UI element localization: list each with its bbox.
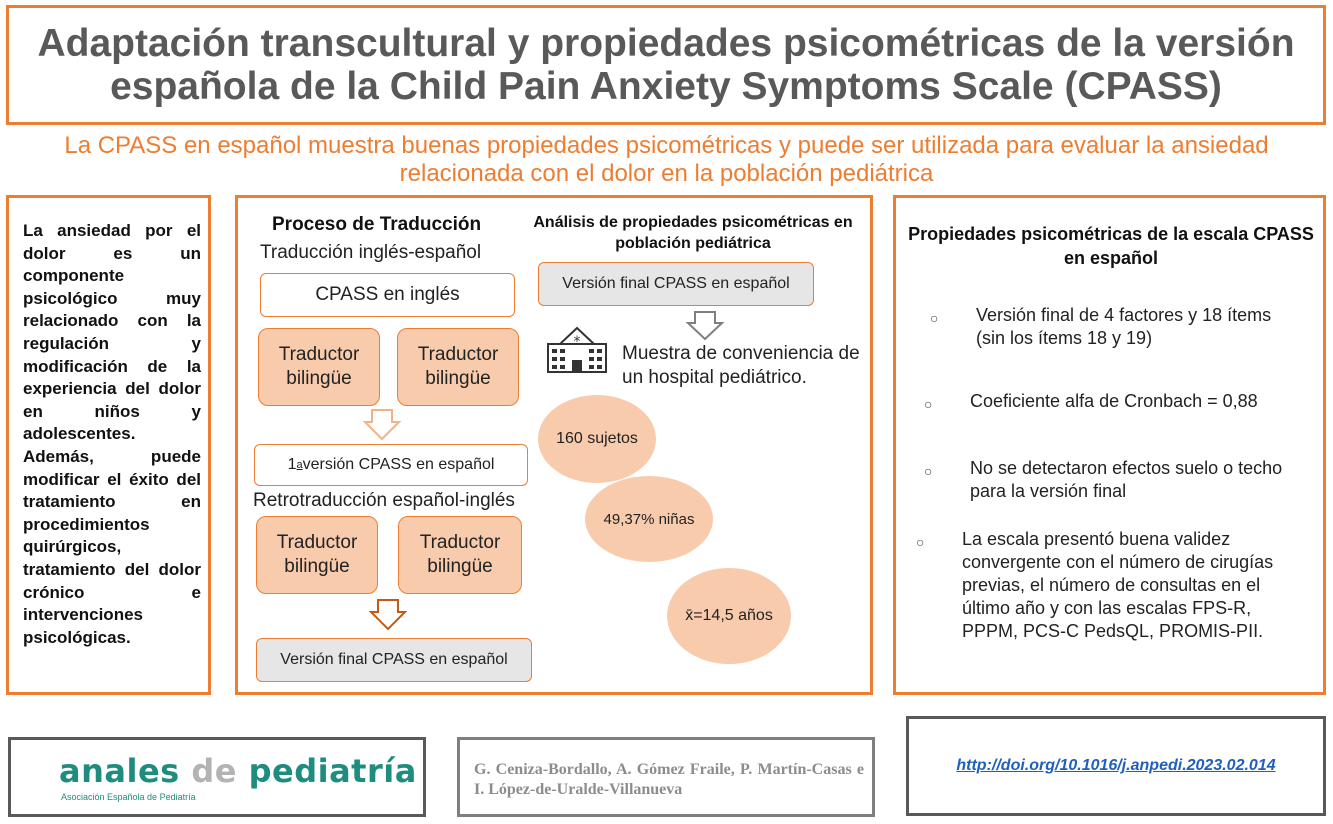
final-version-box: Versión final CPASS en español <box>256 638 532 682</box>
journal-logo <box>59 752 417 790</box>
analysis-final-version-box: Versión final CPASS en español <box>538 262 814 306</box>
stat-girls: 49,37% niñas <box>585 476 713 562</box>
source-version-box: CPASS en inglés <box>260 273 515 317</box>
journal-logo-part1: anales <box>59 752 192 790</box>
translation-heading: Proceso de Traducción <box>272 214 482 235</box>
translator-box-3: Traductor bilingüe <box>256 516 378 594</box>
journal-logo-box <box>8 737 426 817</box>
title-box <box>6 5 1326 125</box>
analysis-heading: Análisis de propiedades psicométricas en población pediátrica <box>533 214 853 252</box>
subtitle: La CPASS en español muestra buenas propiedades psicométricas y puede ser utilizada para evaluar la ansiedad relacionada con el dolor en la población pediátrica <box>64 132 1269 187</box>
doi-box <box>906 716 1326 816</box>
forward-translation-label: Traducción inglés-español <box>260 242 482 263</box>
bullet-icon: ○ <box>924 463 933 479</box>
bullet-icon: ○ <box>924 396 933 412</box>
stat-subjects: 160 sujetos <box>538 395 656 483</box>
down-arrow-icon <box>362 408 402 442</box>
journal-logo-part3: pediatría <box>236 752 417 790</box>
sample-text: Muestra de conveniencia de un hospital pediátrico. <box>622 343 860 388</box>
first-version-number: 1 <box>287 456 297 473</box>
hospital-icon <box>544 322 610 376</box>
translator-box-1: Traductor bilingüe <box>258 328 380 406</box>
first-version-ordinal: a <box>296 459 303 471</box>
bullet-icon: ○ <box>916 534 925 550</box>
bullet-icon: ○ <box>930 310 939 326</box>
translator-box-2: Traductor bilingüe <box>397 328 519 406</box>
property-item-1: Versión final de 4 factores y 18 ítems (sin los ítems 18 y 19) <box>976 305 1272 348</box>
page-title: Adaptación transcultural y propiedades psicométricas de la versión española de la Child Pain Anxiety Symptoms Scale (CPASS) <box>37 22 1295 108</box>
back-translation-label: Retrotraducción español-inglés <box>253 490 515 511</box>
down-arrow-icon <box>684 310 726 342</box>
svg-text:*: * <box>573 334 581 350</box>
properties-heading: Propiedades psicométricas de la escala CPASS en español <box>908 224 1314 268</box>
intro-panel <box>6 195 211 695</box>
intro-text: La ansiedad por el dolor es un componente psicológico muy relacionado con la regulación y modificación de la experiencia del dolor en niños y adolescentes. Además, puede modificar el éxito del tratamiento en procedimientos quirúrgicos, tratamiento del dolor crónico e intervenciones psicológicas. <box>23 221 201 647</box>
journal-logo-part2: de <box>191 752 237 790</box>
doi-link[interactable]: http://doi.org/10.1016/j.anpedi.2023.02.014 <box>956 757 1276 774</box>
first-version-label: versión CPASS en español <box>302 456 495 473</box>
property-item-2: Coeficiente alfa de Cronbach = 0,88 <box>970 391 1258 411</box>
down-arrow-icon <box>368 598 408 632</box>
property-item-4: La escala presentó buena validez convergente con el número de cirugías previas, el número de consultas en el último año y con las escalas FPS-R, PPPM, PCS-C PedsQL, PROMIS-PII. <box>962 529 1274 641</box>
properties-panel <box>893 195 1326 695</box>
stat-mean-age: x̄=14,5 años <box>667 568 791 664</box>
property-item-3: No se detectaron efectos suelo o techo para la versión final <box>970 458 1283 501</box>
translator-box-4: Traductor bilingüe <box>398 516 522 594</box>
methods-panel <box>235 195 873 695</box>
authors-text: G. Ceniza-Bordallo, A. Gómez Fraile, P. Martín-Casas e I. López-de-Uralde-Villanueva <box>474 761 864 798</box>
journal-subtitle: Asociación Española de Pediatría <box>61 792 196 802</box>
authors-box <box>457 737 875 817</box>
first-version-box <box>254 444 528 486</box>
